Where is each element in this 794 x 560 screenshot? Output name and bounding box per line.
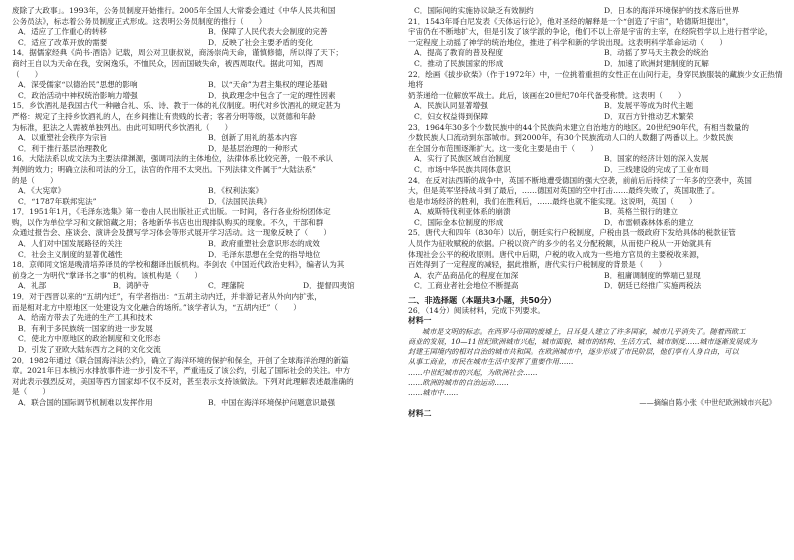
material-one-label: 材料一 (408, 316, 432, 326)
q23-option-b[interactable]: B．国家的经济计划的深入发展 (604, 154, 709, 164)
q21-option-b[interactable]: B．动摇了罗马天主教会的统治 (604, 48, 709, 58)
q16-stem-2: 判例的效力；明确立法和司法的分工，法官的作用不太突出。下列法律文件属于“大陆法系” (12, 164, 316, 174)
q23-stem-2: 少数民族人口流动到东部城市。到2000年，有30个民族流动人口的人数翻了两番以上。少数民族 (408, 133, 734, 143)
q19-option-d[interactable]: D．引发了亚欧大陆东西方之间的文化交流 (18, 345, 161, 354)
q25-option-d[interactable]: D．朝廷已经推广实施两税法 (604, 281, 702, 291)
material-one-line-3: 封建王国境内的相对自治的城市共和国。在欧洲城市中，逐步形成了市民阶层，他们享有人身自由，可以 (408, 347, 739, 357)
q20-options-tail (408, 6, 784, 17)
q20-option-b[interactable]: B．中国在海洋环境保护问题意识最强 (208, 397, 336, 407)
q25-option-c[interactable]: C．工商业者社会地位不断提高 (414, 281, 519, 291)
q17-options (12, 239, 388, 260)
q15-option-b[interactable]: B．创新了用礼的基本内容 (208, 133, 298, 143)
q15-options (12, 133, 388, 154)
q24-option-a[interactable]: A．威斯特伐利亚体系的崩溃 (414, 207, 511, 217)
q20-option-d[interactable]: D．日本的海洋环境保护的技术落后世界 (604, 6, 740, 15)
q22-stem-2: 奶茶递给一位解放军战士。此后，该画在20世纪70年代备受称赞。这表明（ ） (408, 90, 686, 100)
q14-option-c[interactable]: C．政治活动中神权统治影响力增强 (18, 90, 138, 100)
material-two-label: 材料二 (408, 408, 432, 418)
q26-stem: 26．（14分）阅读材料，完成下列要求。 (408, 305, 546, 315)
q24-stem-2: 大，但是英军坚持战斗到了最后，……德国对英国的空中打击……最终失败了，英国取胜了。 (408, 186, 720, 196)
q23-options (408, 154, 784, 175)
q25-stem-3: 体现社会公平的税收原则。唐代中后期，户税的收入成为一些地方官员的主要税收来源， (408, 249, 705, 259)
q15-stem-1: 15．乡饮酒礼是我国古代一种融合礼、乐、诗、教于一体的礼仪制度。明代对乡饮酒礼的规定甚为 (12, 101, 341, 111)
q13-option-b[interactable]: B．保障了人民代表大会制度的完善 (208, 27, 328, 37)
q24-option-b[interactable]: B．英格兰银行的建立 (604, 207, 678, 217)
q25-stem-2: 人员作为征收赋税的依据。户税以资产的多少的名义分配税额，从而使户税从一开始就具有 (408, 239, 712, 249)
section-two-heading: 二、非选择题（本题共3小题，共50分） (408, 295, 557, 306)
q18-option-d[interactable]: D．提督四夷馆 (303, 281, 355, 291)
material-one-line-5: ……中世纪城市的兴起，为欧洲社会…… (408, 367, 538, 377)
q17-stem-2: 购，以作为单位学习和文献馆藏之用；各地新华书店也出现排队购买的现象。不久，干部和群 (12, 217, 324, 227)
q22-options (408, 101, 784, 122)
q18-option-b[interactable]: B．鸿胪寺 (113, 281, 149, 291)
q22-option-d[interactable]: D．双百方针推动艺术繁荣 (604, 111, 694, 121)
q21-option-d[interactable]: D．加速了欧洲封建制度的瓦解 (604, 58, 709, 68)
q22-option-b[interactable]: B．发展平等成为时代主题 (604, 101, 694, 111)
q21-options (408, 48, 784, 69)
q13-tail-line-1: 废除了大政事」。1993年，公务员制度开始推行。2005年全国人大常委会通过《中华人民共和国 (12, 6, 336, 15)
q14-stem-2: 商纣王自以为天命在我，安闲逸乐，不恤民众，因而国破失命，被西周取代。据此可知，西周 (12, 58, 324, 68)
q20-options (12, 398, 388, 409)
q16-option-a[interactable]: A．《大宪章》 (18, 186, 66, 196)
q19-option-a[interactable]: A．给南方带去了先进的生产工具和技术 (18, 313, 153, 323)
q13-options (12, 27, 388, 48)
q25-option-b[interactable]: B．租庸调制度的弊端已显现 (604, 270, 701, 280)
q16-option-b[interactable]: B．《权利法案》 (208, 186, 263, 196)
q23-option-c[interactable]: C．市场中华民族共同体意识 (414, 164, 511, 174)
q14-option-b[interactable]: B．以“天命”为君主集权的理论基础 (208, 80, 328, 90)
q24-options (408, 207, 784, 228)
q24-stem-1: 24．在反对法西斯的战争中，英国不断地遭受德国的强大空袭，前前后后持续了一年多的空袭中，英国 (408, 175, 752, 185)
q25-stem-4: 百姓得到了一定程度的减轻，据此推断，唐代实行户税制度的背景是（ ） (408, 260, 667, 270)
q23-stem-3: 在全国分布范围逐渐扩大。这一变化主要是由于（ ） (408, 143, 598, 153)
q22-stem-1: 22．绘画《拔步砍柴》（作于1972年）中，一位挑着重担的女性正在山间行走，身穿民族服装的藏族少女正热情地将 (408, 69, 783, 90)
q24-option-c[interactable]: C．国际金本位制度的形成 (414, 217, 504, 227)
q16-options (12, 186, 388, 207)
q25-option-a[interactable]: A．农产品商品化的程度在加深 (414, 270, 519, 280)
q24-option-d[interactable]: D．布雷顿森林体系的建立 (604, 217, 694, 227)
q20-option-a[interactable]: A．联合国的国际调节机制难以发挥作用 (18, 397, 153, 407)
q17-stem-3: 众通过报告会、座谈会、演讲会及撰写学习体会等形式展开学习活动。这一现象反映了（ ） (12, 228, 331, 238)
q17-option-a[interactable]: A．人们对中国发展路径的关注 (18, 239, 123, 249)
q21-stem-2: 宇宙仍在不断地扩大，但是引发了该学派的争论，他们不以上帝是宇宙的主宰，在经院哲学以上进行哲学论， (408, 27, 773, 37)
q16-option-d[interactable]: D．《法国民法典》 (208, 196, 272, 206)
material-one-line-6: ……欧洲的城市的自治运动…… (408, 377, 509, 387)
q14-stem-3: （ ） (12, 69, 43, 79)
right-column (408, 6, 784, 419)
q18-option-a[interactable]: A．礼部 (18, 281, 47, 291)
q18-stem-2: 前身之一为明代“掌译书之事”的机构。该机构是（ ） (12, 270, 203, 280)
q14-options (12, 80, 388, 101)
q21-stem-1: 21．1543年哥白尼发表《天体运行论》，他对圣经的解释是一个“创造了宇宙”，哈德斯坦提出”， (408, 16, 734, 26)
q22-option-c[interactable]: C．妇女权益得到保障 (414, 111, 489, 121)
q20-stem-2: 章。2021年日本核污水排放事件进一步引发不平，严重违反了该公约，引起了国际社会的关注。中方 (12, 366, 351, 376)
q24-stem-3: 也是市场经济的胜利，我们在胜利后，……最终也就不能实现。这说明，英国（ ） (408, 196, 697, 206)
q25-options (408, 271, 784, 292)
q14-stem-1: 14．据儒家经典《尚书·酒诰》记载，周公对卫康叔说，商汤崇尚天命，谨慎修德，所以得了天下； (12, 48, 344, 58)
q18-option-c[interactable]: C．理藩院 (208, 281, 245, 291)
q20-stem-3: 对此表示强烈反对，美国等西方国家却不仅不反对，甚至表示支持该做法。下列对此理解表述最准确的 (12, 376, 354, 386)
q20-stem-4: 是（ ） (12, 387, 50, 397)
q22-option-a[interactable]: A．民族认同显著增强 (414, 101, 488, 111)
q16-stem-3: 的是（ ） (12, 175, 58, 185)
q17-option-c[interactable]: C．社会主义制度的显著优越性 (18, 249, 123, 259)
q21-option-a[interactable]: A．提高了教育的普及程度 (414, 48, 504, 58)
material-one-source: ——摘编自陈小张《中世纪欧洲城市兴起》 (639, 398, 776, 408)
q18-options (12, 281, 388, 292)
q19-option-b[interactable]: B．有利于多民族统一国家的进一步发展 (18, 323, 153, 333)
q16-option-c[interactable]: C．“1787年联邦宪法” (18, 196, 97, 206)
q14-option-d[interactable]: D．执政理念中包含了一定的理性因素 (208, 90, 336, 100)
q23-option-d[interactable]: D．三线建设的完成了工业布局 (604, 164, 709, 174)
q16-stem-1: 16．大陆法系以成文法为主要法律渊源，强调司法的主体地位，法律体系比较完善，一般不承认 (12, 154, 334, 164)
material-one-line-1: 城市是文明的标志。在西罗马帝国的废墟上，日耳曼人建立了许多国家，城市几乎消失了。随着西欧工 (422, 326, 746, 336)
q17-option-d[interactable]: D．毛泽东思想在全党的指导地位 (208, 249, 321, 259)
q18-stem-1: 18．京师同文馆是晚清培养译员的学校和翻译出版机构。李剑农《中国近代政治史料》，编者认为其 (12, 260, 345, 270)
q14-option-a[interactable]: A．深受儒家“以德治民”思想的影响 (18, 80, 138, 90)
q23-stem-1: 23．1964年30多个少数民族中的44个民族尚未建立自治地方的地区。20世纪90年代，有相当数量的 (408, 122, 750, 132)
q17-option-b[interactable]: B．政府重塑社会意识形态的成效 (208, 239, 320, 249)
q21-option-c[interactable]: C．推动了民族国家的形成 (414, 58, 504, 68)
material-one-line-7: ……城市中…… (408, 388, 459, 398)
q21-stem-3: 一定程度上动摇了神学的统治地位，推进了科学和新的学说出现。这表明科学革命运动（ ） (408, 37, 727, 47)
q25-stem-1: 25．唐代大和四年（830年）以后，朝廷实行户税制度，户税由县一级政府下发给具体的税款征管 (408, 228, 736, 238)
q13-tail-line-2: 公务员法》，标志着公务员制度正式形成。这表明公务员制度的推行（ ） (12, 16, 267, 26)
q23-option-a[interactable]: A．实行了民族区域自治制度 (414, 154, 511, 164)
q15-option-c[interactable]: C．利于推行基层治理教化 (18, 143, 108, 153)
q15-stem-3: 为标准，犯法之人需被单独列出。由此可知明代乡饮酒礼（ ） (12, 122, 233, 132)
q19-stem-1: 19．对于西晋以来的“五胡内迁”，有学者指出：“五胡主动内迁，并非游记者从外向内扩张， (12, 292, 322, 302)
q15-stem-2: 严格：规定了主持乡饮酒礼的人，在乡间推让有贵贱的长者；客者分明等级，以贤德和年龄 (12, 111, 316, 121)
left-column (12, 6, 388, 409)
material-one-line-2: 商业的发展，10—11世纪欧洲城市兴起，城市面貌、城市的结构、生活方式、城市制度……城市逐渐发展成为 (408, 337, 757, 347)
q19-stem-2: 而是相对北方中原地区一处建设为文化融合的场所。”该学者认为，“五胡内迁”（ ） (12, 302, 301, 312)
q20-option-c[interactable]: C．国际间的实施协议缺乏有效制约 (414, 6, 534, 15)
q13-option-c[interactable]: C．适应了改革开放的需要 (18, 37, 108, 47)
q19-option-c[interactable]: C．使北方中原地区的政治制度和文化形态 (18, 334, 161, 344)
q13-option-d[interactable]: D．反映了社会主要矛盾的变化 (208, 37, 313, 47)
q20-stem-1: 20．1982年通过《联合国海洋法公约》，确立了海洋环境的保护和保全，开创了全球海洋治理的新篇 (12, 355, 349, 365)
material-one-line-4: 从事工商业，市民在城市生活中发挥了重要作用…… (408, 357, 574, 367)
q13-option-a[interactable]: A．适应了工作重心的转移 (18, 27, 108, 37)
q15-option-a[interactable]: A．以重塑社会秩序为宗旨 (18, 133, 108, 143)
q15-option-d[interactable]: D．是基层治理的一种形式 (208, 143, 298, 153)
q17-stem-1: 17．1951年1月，《毛泽东选集》第一卷由人民出版社正式出版。一时间，各行各业纷纷团体定 (12, 207, 331, 217)
